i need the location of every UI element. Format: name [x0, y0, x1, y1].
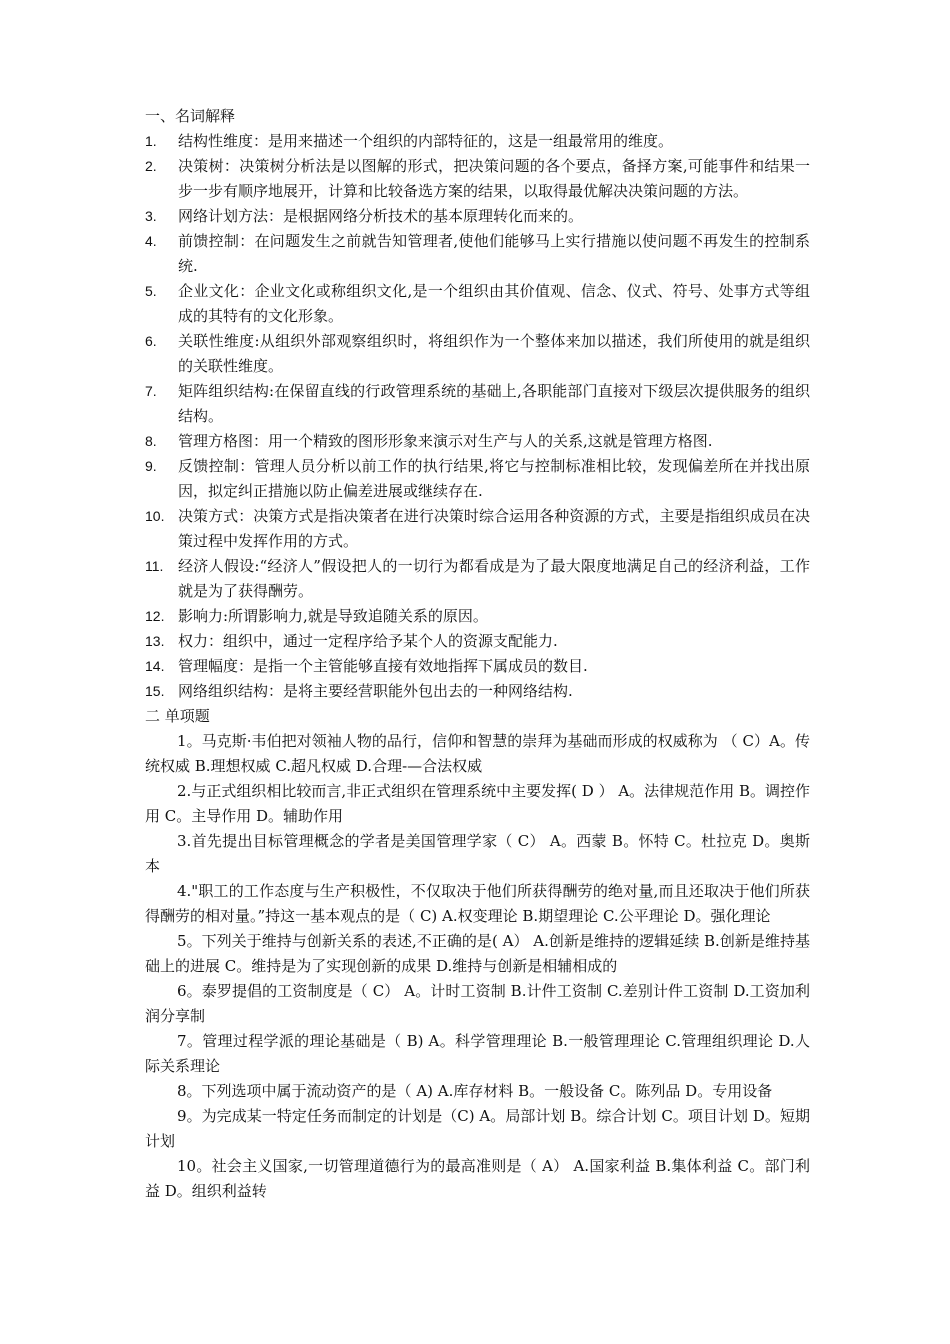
definition-text: 前馈控制：在问题发生之前就告知管理者,使他们能够马上实行措施以使问题不再发生的控制系统.: [178, 232, 810, 275]
definition-item: [145, 629, 810, 654]
definition-number: 9.: [145, 458, 157, 474]
definition-number: 4.: [145, 233, 157, 249]
question-item: 9。为完成某一特定任务而制定的计划是（C) A。局部计划 B。综合计划 C。项目计划 D。短期计划: [145, 1107, 810, 1150]
question-item: 8。下列选项中属于流动资产的是（ A) A.库存材料 B。一般设备 C。陈列品 D。专用设备: [177, 1082, 773, 1100]
definition-number: 2.: [145, 158, 157, 174]
question-item: 5。下列关于维持与创新关系的表述,不正确的是( A） A.创新是维持的逻辑延续 B.创新是维持基础上的进展 C。维持是为了实现创新的成果 D.维持与创新是相辅相成的: [145, 932, 810, 975]
question-item: 3.首先提出目标管理概念的学者是美国管理学家（ C） A。西蒙 B。怀特 C。杜拉克 D。奥斯本: [145, 832, 810, 875]
definition-item: [145, 129, 810, 154]
question-list: [145, 729, 810, 1204]
definition-text: 企业文化：企业文化或称组织文化,是一个组织由其价值观、信念、仪式、符号、处事方式等组成的其特有的文化形象。: [178, 282, 810, 325]
question-item: 4."职工的工作态度与生产积极性，不仅取决于他们所获得酬劳的绝对量,而且还取决于他们所获得酬劳的相对量。”持这一基本观点的是（ C) A.权变理论 B.期望理论 C.公平理论 D。强化理论: [145, 882, 810, 925]
definition-text: 管理幅度：是指一个主管能够直接有效地指挥下属成员的数目.: [178, 657, 588, 675]
definition-item: [145, 379, 810, 429]
definition-item: [145, 429, 810, 454]
definition-item: [145, 454, 810, 504]
question-item: 1。马克斯·韦伯把对领袖人物的品行，信仰和智慧的崇拜为基础而形成的权威称为 （ C）A。传统权威 B.理想权威 C.超凡权威 D.合理-—合法权威: [145, 732, 810, 775]
question-item: 6。泰罗提倡的工资制度是（ C） A。计时工资制 B.计件工资制 C.差别计件工资制 D.工资加利润分享制: [145, 982, 810, 1025]
definition-text: 结构性维度：是用来描述一个组织的内部特征的，这是一组最常用的维度。: [178, 132, 674, 150]
definition-text: 决策树：决策树分析法是以图解的形式，把决策问题的各个要点，备择方案,可能事件和结果一步一步有顺序地展开，计算和比较备选方案的结果，以取得最优解决决策问题的方法。: [178, 157, 810, 200]
document-body: [145, 104, 810, 1204]
definition-text: 经济人假设:“经济人”假设把人的一切行为都看成是为了最大限度地满足自己的经济利益，工作就是为了获得酬劳。: [178, 557, 810, 600]
definition-item: [145, 654, 810, 679]
definition-text: 关联性维度:从组织外部观察组织时，将组织作为一个整体来加以描述，我们所使用的就是组织的关联性维度。: [178, 332, 810, 375]
definition-item: [145, 204, 810, 229]
section1-heading: 一、名词解释: [145, 107, 236, 125]
definition-text: 权力：组织中，通过一定程序给予某个人的资源支配能力.: [178, 632, 558, 650]
definition-item: [145, 679, 810, 704]
definition-number: 11.: [145, 558, 164, 574]
definition-text: 决策方式：决策方式是指决策者在进行决策时综合运用各种资源的方式，主要是指组织成员在决策过程中发挥作用的方式。: [178, 507, 810, 550]
definition-item: [145, 504, 810, 554]
definition-number: 10.: [145, 508, 165, 524]
definition-number: 5.: [145, 283, 157, 299]
definition-item: [145, 329, 810, 379]
definition-item: [145, 279, 810, 329]
question-item: 2.与正式组织相比较而言,非正式组织在管理系统中主要发挥( D ） A。法律规范作用 B。调控作用 C。主导作用 D。辅助作用: [145, 782, 810, 825]
definition-text: 网络计划方法：是根据网络分析技术的基本原理转化而来的。: [178, 207, 584, 225]
definition-text: 影响力:所谓影响力,就是导致追随关系的原因。: [178, 607, 488, 625]
definition-number: 14.: [145, 658, 165, 674]
definition-number: 1.: [145, 133, 157, 149]
definition-number: 12.: [145, 608, 165, 624]
definition-item: [145, 229, 810, 279]
question-item: 10。社会主义国家,一切管理道德行为的最高准则是（ A） A.国家利益 B.集体利益 C。部门利益 D。组织利益转: [145, 1157, 810, 1200]
definition-number: 3.: [145, 208, 157, 224]
definition-text: 管理方格图：用一个精致的图形形象来演示对生产与人的关系,这就是管理方格图.: [178, 432, 713, 450]
definition-item: [145, 154, 810, 204]
definition-number: 13.: [145, 633, 165, 649]
definition-text: 网络组织结构：是将主要经营职能外包出去的一种网络结构.: [178, 682, 573, 700]
definition-number: 6.: [145, 333, 157, 349]
definition-number: 7.: [145, 383, 157, 399]
definition-text: 反馈控制：管理人员分析以前工作的执行结果,将它与控制标准相比较，发现偏差所在并找出原因，拟定纠正措施以防止偏差进展或继续存在.: [178, 457, 810, 500]
definition-number: 15.: [145, 683, 165, 699]
definition-item: [145, 554, 810, 604]
section2-heading: 二 单项题: [145, 707, 210, 725]
definition-text: 矩阵组织结构:在保留直线的行政管理系统的基础上,各职能部门直接对下级层次提供服务的组织结构。: [178, 382, 810, 425]
definition-number: 8.: [145, 433, 157, 449]
question-item: 7。管理过程学派的理论基础是（ B) A。科学管理理论 B.一般管理理论 C.管理组织理论 D.人际关系理论: [145, 1032, 810, 1075]
definition-item: [145, 604, 810, 629]
definition-list: [145, 129, 810, 704]
